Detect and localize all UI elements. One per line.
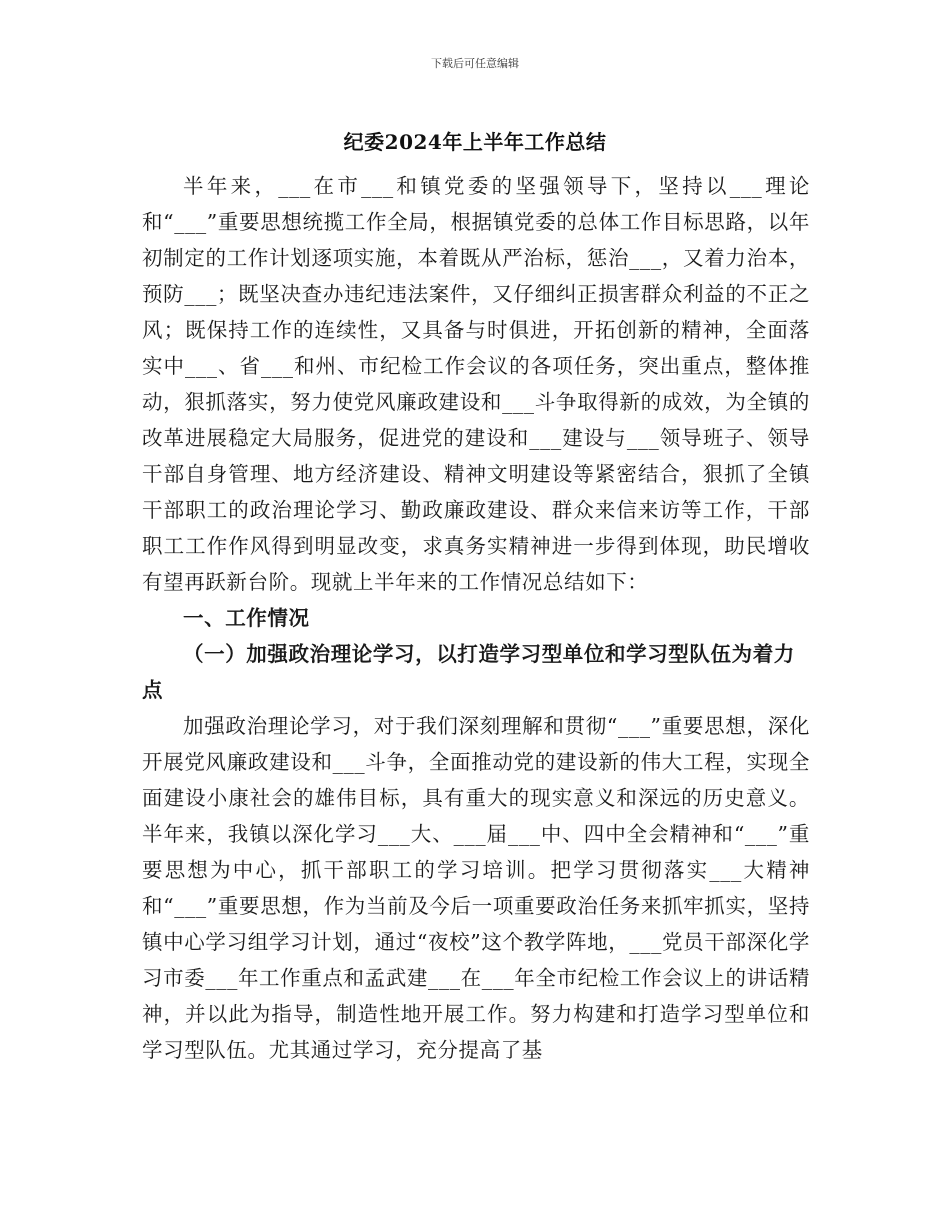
document-body — [142, 168, 810, 1068]
section-heading: 一、工作情况 — [183, 606, 310, 630]
document-title: 纪委2024年上半年工作总结 — [343, 130, 607, 154]
intro-paragraph: 半年来，___在市___和镇党委的坚强领导下，坚持以___理论和“___”重要思想统揽工作全局，根据镇党委的总体工作目标思路，以年初制定的工作计划逐项实施，本着既从严治标，惩治___，又着力治本，预防___；既坚决查办违纪违法案件，又仔细纠正损害群众利益的不正之风；既保持工作的连续性，又具备与时俱进，开拓创新的精神，全面落实中___、省___和州、市纪检工作会议的各项任务，突出重点，整体推动，狠抓落实，努力使党风廉政建设和___斗争取得新的成效，为全镇的改革进展稳定大局服务，促进党的建设和___建设与___领导班子、领导干部自身管理、地方经济建设、精神文明建设等紧密结合，狠抓了全镇干部职工的政治理论学习、勤政廉政建设、群众来信来访等工作，干部职工工作作风得到明显改变，求真务实精神进一步得到体现，助民增收有望再跃新台阶。现就上半年来的工作情况总结如下： — [142, 174, 810, 594]
header-note: 下载后可任意编辑 — [431, 57, 519, 70]
body-paragraph: 加强政治理论学习，对于我们深刻理解和贯彻“___”重要思想，深化开展党风廉政建设和___斗争，全面推动党的建设新的伟大工程，实现全面建设小康社会的雄伟目标，具有重大的现实意义和深远的历史意义。半年来，我镇以深化学习___大、___届___中、四中全会精神和“___”重要思想为中心，抓干部职工的学习培训。把学习贯彻落实___大精神和“___”重要思想，作为当前及今后一项重要政治任务来抓牢抓实，坚持镇中心学习组学习计划，通过“夜校”这个教学阵地，___党员干部深化学习市委___年工作重点和孟武建___在___年全市纪检工作会议上的讲话精神，并以此为指导，制造性地开展工作。努力构建和打造学习型单位和学习型队伍。尤其通过学习，充分提高了基 — [142, 714, 810, 1062]
subsection-heading: （一）加强政治理论学习，以打造学习型单位和学习型队伍为着力点 — [142, 642, 795, 702]
